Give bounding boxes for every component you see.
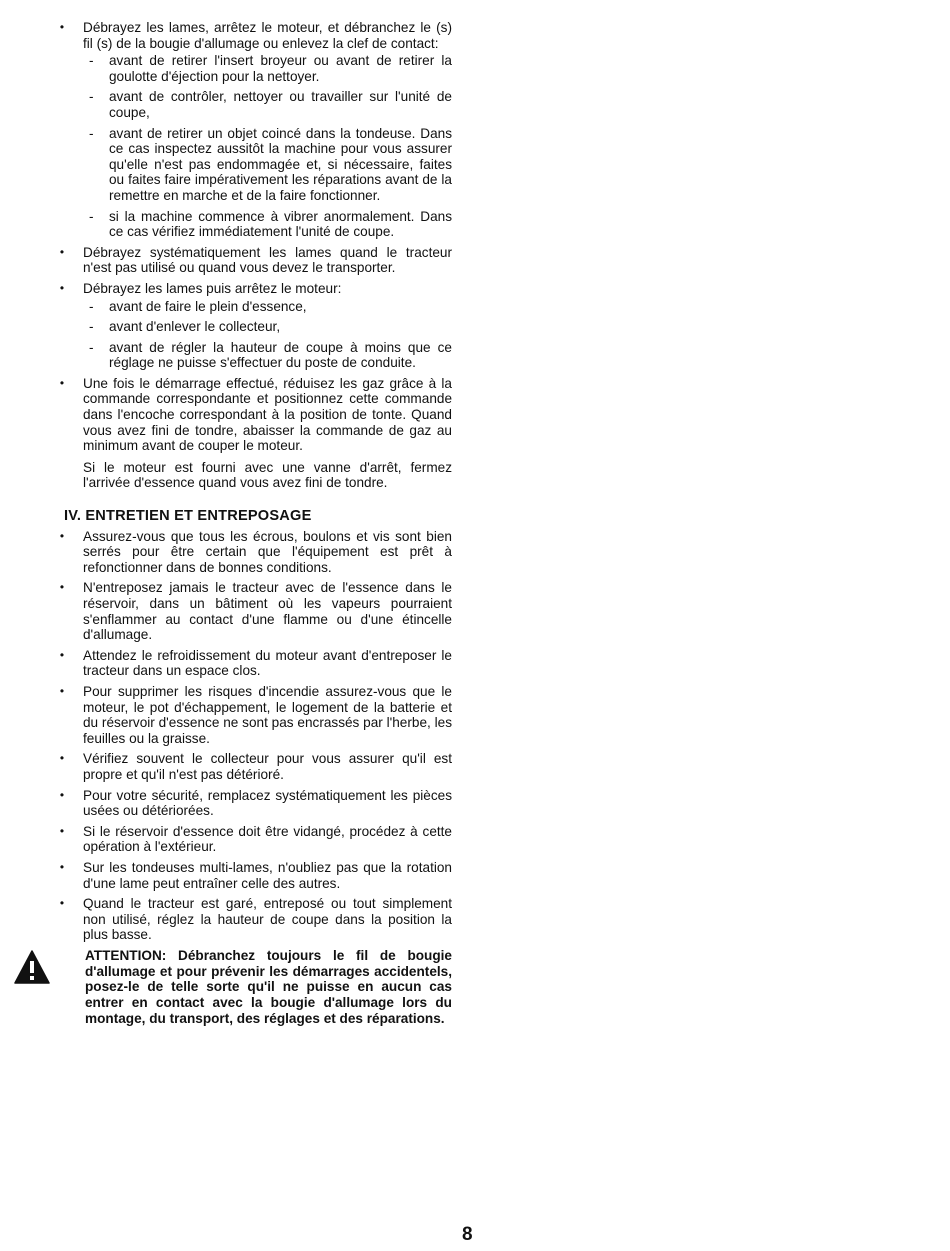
bullet-marker: • xyxy=(59,280,65,295)
list-item-text: Vérifiez souvent le collecteur pour vous assurer qu'il est propre et qu'il n'est pas détérioré. xyxy=(83,751,452,782)
bullet-marker: • xyxy=(59,20,65,34)
list-item-note: Si le moteur est fourni avec une vanne d'arrêt, fermez l'arrivée d'essence quand vous avez fini de tondre. xyxy=(83,459,452,491)
sub-list-item-text: avant de retirer l'insert broyeur ou avant de retirer la goulotte d'éjection pour la nettoyer. xyxy=(109,53,452,84)
bullet-marker: • xyxy=(59,751,65,766)
bullet-marker: • xyxy=(59,823,65,838)
list-item xyxy=(56,896,452,943)
sub-list-item-text: avant de faire le plein d'essence, xyxy=(109,298,307,314)
sub-list-item xyxy=(83,53,452,84)
dash-marker: - xyxy=(89,208,94,224)
bullet-marker: • xyxy=(59,787,65,802)
list-item-text: Pour votre sécurité, remplacez systématiquement les pièces usées ou détériorées. xyxy=(83,787,452,819)
sub-list-item xyxy=(83,340,452,371)
dash-marker: - xyxy=(89,298,94,314)
list-item-text: N'entreposez jamais le tracteur avec de l'essence dans le réservoir, dans un bâtiment où les vapeurs pourraient s'enflammer au contact d'une flamme ou d'une étincelle d'allumage. xyxy=(83,580,452,643)
list-item-text: Sur les tondeuses multi-lames, n'oubliez pas que la rotation d'une lame peut entraîner celle des autres. xyxy=(83,859,452,891)
sub-list-item-text: avant de retirer un objet coincé dans la tondeuse. Dans ce cas inspectez aussitôt la machine pour vous assurer qu'elle n'est pas endommagée et, si nécessaire, faites ou faites faire impérativement les réparations avant de la remettre en marche et de la faire fonctionner. xyxy=(109,125,452,203)
bullet-marker: • xyxy=(59,896,65,911)
list-item xyxy=(56,20,452,240)
warning-notice xyxy=(56,948,452,1027)
bullet-marker: • xyxy=(59,528,65,543)
list-item xyxy=(56,245,452,276)
list-item-text: Débrayez les lames, arrêtez le moteur, et débranchez le (s) fil (s) de la bougie d'allumage ou enlevez la clef de contact: xyxy=(83,20,452,51)
bullet-marker: • xyxy=(59,859,65,874)
list-item xyxy=(56,281,452,371)
list-item xyxy=(56,824,452,855)
dash-marker: - xyxy=(89,319,94,335)
list-item xyxy=(56,860,452,891)
sub-list-item-text: avant de régler la hauteur de coupe à moins que ce réglage ne puisse s'effectuer du poste de conduite. xyxy=(109,339,452,371)
list-item-text: Quand le tracteur est garé, entreposé ou tout simplement non utilisé, réglez la hauteur de coupe dans la position la plus basse. xyxy=(83,896,452,943)
list-item-text: Attendez le refroidissement du moteur avant d'entreposer le tracteur dans un espace clos. xyxy=(83,647,452,679)
list-item-text: Débrayez systématiquement les lames quand le tracteur n'est pas utilisé ou quand vous devez le transporter. xyxy=(83,244,452,276)
page-number: 8 xyxy=(462,1224,473,1245)
warning-triangle-icon xyxy=(14,950,50,984)
bullet-marker: • xyxy=(59,244,65,259)
dash-marker: - xyxy=(89,89,94,105)
list-item-text: Une fois le démarrage effectué, réduisez les gaz grâce à la commande correspondante et positionnez cette commande dans l'encoche correspondant à la position de tonte. Quand vous avez fini de tondre, abaisser la commande de gaz au minimum avant de couper le moteur. xyxy=(83,375,452,454)
list-item xyxy=(56,751,452,782)
dash-marker: - xyxy=(89,53,94,69)
warning-text: ATTENTION: Débranchez toujours le fil de bougie d'allumage et pour prévenir les démarrages accidentels, posez-le de telle sorte qu'il ne puisse en aucun cas entrer en contact avec la bougie d'allumage lors du montage, du transport, des réglages et des réparations. xyxy=(85,947,452,1027)
sub-list-item-text: si la machine commence à vibrer anormalement. Dans ce cas vérifiez immédiatement l'unité de coupe. xyxy=(109,208,452,240)
sub-list-item xyxy=(83,319,452,335)
sub-list-item-text: avant de contrôler, nettoyer ou travailler sur l'unité de coupe, xyxy=(109,89,452,120)
sub-list-item xyxy=(83,299,452,315)
bullet-marker: • xyxy=(59,580,65,595)
bullet-marker: • xyxy=(59,375,65,390)
dash-marker: - xyxy=(89,339,94,355)
list-item-text: Assurez-vous que tous les écrous, boulons et vis sont bien serrés pour être certain que l'équipement est prêt à refonctionner dans de bonnes conditions. xyxy=(83,528,452,575)
section-heading: IV. ENTRETIEN ET ENTREPOSAGE xyxy=(64,508,312,525)
sub-list-item xyxy=(83,126,452,204)
list-item-text: Débrayez les lames puis arrêtez le moteur: xyxy=(83,280,342,296)
list-item-text: Pour supprimer les risques d'incendie assurez-vous que le moteur, le pot d'échappement, le logement de la batterie et du réservoir d'essence ne sont pas encrassés par l'herbe, les feuilles ou la graisse. xyxy=(83,683,452,746)
list-item xyxy=(56,788,452,819)
list-item xyxy=(56,529,452,576)
list-item xyxy=(56,684,452,746)
list-item xyxy=(56,648,452,679)
bullet-marker: • xyxy=(59,683,65,698)
sub-list-item xyxy=(83,89,452,120)
sub-list-item-text: avant d'enlever le collecteur, xyxy=(109,319,281,335)
dash-marker: - xyxy=(89,125,94,141)
sub-list-item xyxy=(83,209,452,240)
main-text-column xyxy=(56,20,452,1027)
list-item-text: Si le réservoir d'essence doit être vidangé, procédez à cette opération à l'extérieur. xyxy=(83,823,452,855)
list-item xyxy=(56,580,452,642)
list-item xyxy=(56,376,452,491)
bullet-marker: • xyxy=(59,647,65,662)
